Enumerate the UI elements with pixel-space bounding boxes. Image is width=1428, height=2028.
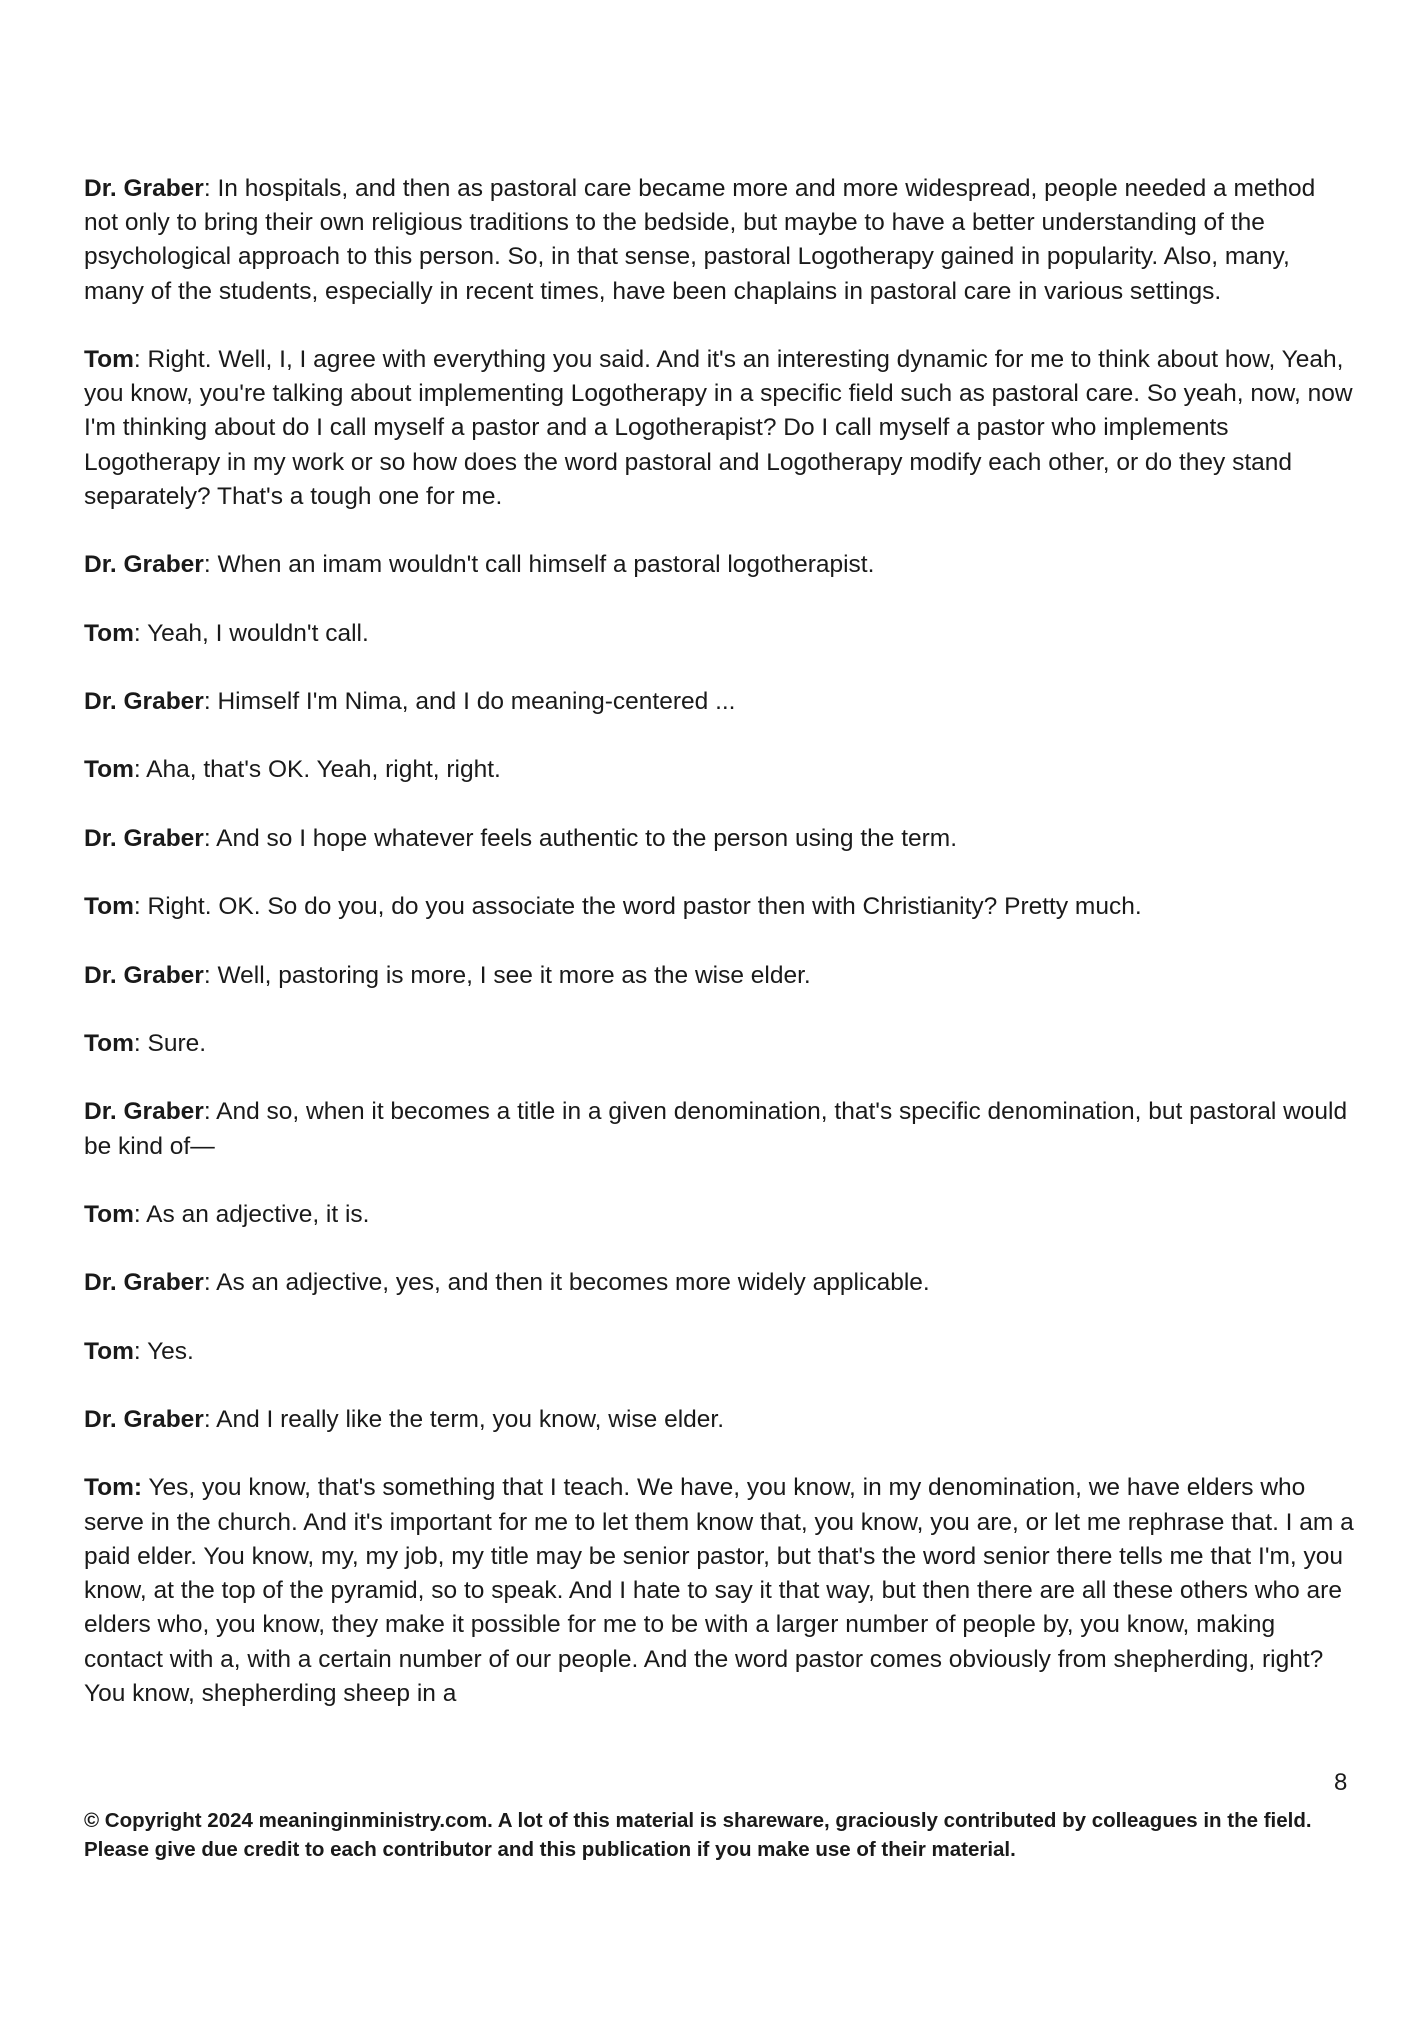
paragraph-text: : And I really like the term, you know, wise elder.	[203, 1406, 725, 1434]
paragraph-text: : Himself I'm Nima, and I do meaning-centered ...	[203, 687, 736, 715]
paragraph-text: : Yeah, I wouldn't call.	[133, 619, 369, 647]
speaker-name: Tom:	[84, 1474, 143, 1502]
transcript-paragraph	[84, 172, 1354, 309]
speaker-name: Dr. Graber	[84, 1098, 204, 1126]
speaker-name: Dr. Graber	[84, 1406, 204, 1434]
transcript-paragraph	[84, 617, 1354, 651]
transcript-paragraph	[84, 959, 1354, 993]
transcript-paragraph	[84, 1335, 1354, 1369]
speaker-name: Tom	[84, 1200, 134, 1228]
transcript-paragraph	[84, 1095, 1354, 1163]
paragraph-text: : Well, pastoring is more, I see it more as the wise elder.	[203, 961, 811, 989]
copyright-notice: © Copyright 2024 meaninginministry.com. A lot of this material is shareware, graciously contributed by colleagues in the field. Please give due credit to each contributor and this publication if you make use of their material.	[84, 1809, 1312, 1861]
transcript-paragraph	[84, 685, 1354, 719]
paragraph-text: : Aha, that's OK. Yeah, right, right.	[133, 756, 501, 784]
transcript-paragraph	[84, 343, 1354, 514]
speaker-name: Dr. Graber	[84, 551, 204, 579]
paragraph-text: : As an adjective, yes, and then it becomes more widely applicable.	[203, 1269, 930, 1297]
paragraph-text: : Right. Well, I, I agree with everything you said. And it's an interesting dynamic for me to think about how, Yeah, you know, you're talking about implementing Logotherapy in a specific field such as pastoral care. So yeah, now, now I'm thinking about do I call myself a pastor and a Logotherapist? Do I call myself a pastor who implements Logotherapy in my work or so how does the word pastoral and Logotherapy modify each other, or do they stand separately? That's a tough one for me.	[84, 346, 1353, 510]
speaker-name: Tom	[84, 1029, 134, 1057]
paragraph-text: : Right. OK. So do you, do you associate the word pastor then with Christianity? Pretty much.	[133, 893, 1142, 921]
speaker-name: Tom	[84, 893, 134, 921]
paragraph-text: : Yes.	[133, 1337, 194, 1365]
paragraph-text: : And so I hope whatever feels authentic to the person using the term.	[203, 824, 958, 852]
paragraph-text: : Sure.	[133, 1029, 207, 1057]
speaker-name: Tom	[84, 619, 134, 647]
paragraph-text: : And so, when it becomes a title in a given denomination, that's specific denomination, but pastoral would be kind of—	[84, 1098, 1348, 1160]
transcript-paragraph	[84, 1471, 1354, 1710]
paragraph-text: : When an imam wouldn't call himself a pastoral logotherapist.	[203, 551, 875, 579]
speaker-name: Tom	[84, 1337, 134, 1365]
paragraph-text: : As an adjective, it is.	[133, 1200, 370, 1228]
speaker-name: Dr. Graber	[84, 824, 204, 852]
transcript-paragraph	[84, 1027, 1354, 1061]
transcript-paragraph	[84, 890, 1354, 924]
transcript-paragraph	[84, 1198, 1354, 1232]
speaker-name: Dr. Graber	[84, 961, 204, 989]
speaker-name: Tom	[84, 756, 134, 784]
transcript-paragraph	[84, 548, 1354, 582]
speaker-name: Dr. Graber	[84, 687, 204, 715]
paragraph-text: Yes, you know, that's something that I teach. We have, you know, in my denomination, we have elders who serve in the church. And it's important for me to let them know that, you know, you are, or let me rephrase that. I am a paid elder. You know, my, my job, my title may be senior pastor, but that's the word senior there tells me that I'm, you know, at the top of the pyramid, so to speak. And I hate to say it that way, but then there are all these others who are elders who, you know, they make it possible for me to be with a larger number of people by, you know, making contact with a, with a certain number of our people. And the word pastor comes obviously from shepherding, right? You know, shepherding sheep in a	[84, 1474, 1354, 1707]
speaker-name: Tom	[84, 346, 134, 373]
transcript-body	[84, 172, 1354, 1745]
transcript-paragraph	[84, 1266, 1354, 1300]
transcript-paragraph	[84, 1403, 1354, 1437]
paragraph-text: : In hospitals, and then as pastoral care became more and more widespread, people needed a method not only to bring their own religious traditions to the bedside, but maybe to have a better understanding of the psychological approach to this person. So, in that sense, pastoral Logotherapy gained in popularity. Also, many, many of the students, especially in recent times, have been chaplains in pastoral care in various settings.	[84, 175, 1316, 305]
speaker-name: Dr. Graber	[84, 1269, 204, 1297]
page-number: 8	[1334, 1769, 1348, 1796]
transcript-paragraph	[84, 822, 1354, 856]
transcript-paragraph	[84, 753, 1354, 787]
speaker-name: Dr. Graber	[84, 175, 204, 202]
